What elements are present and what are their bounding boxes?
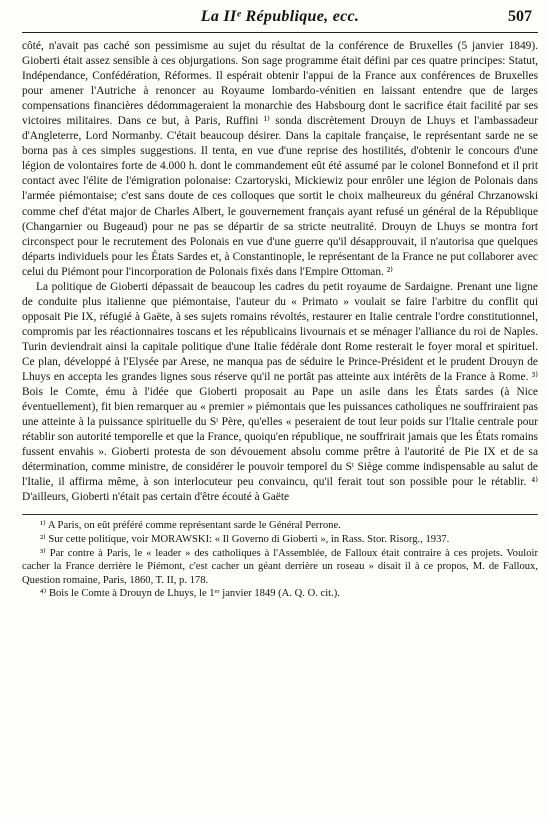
page-number: 507 <box>508 8 532 25</box>
page-header <box>22 6 538 33</box>
paragraph: côté, n'avait pas caché son pessimisme au sujet du résultat de la conférence de Bruxelles (5 janvier 1849). Gioberti était assez sensible à ces objurgations. Son sage programme était défini par ces quatre principes: Statut, Indépendance, Confédération, Réformes. Il espérait obtenir l'appui de la France aux conférences de Bruxelles pour amener l'Autriche à renoncer au Royaume lombardo-vénitien en laissant entendre que de larges compensations financières dédommageraient la monarchie des Habsbourg dont le sacrifice était facilité par ses victoires militaires. Dans ce but, à Paris, Ruffini ¹⁾ sonda discrètement Drouyn de Lhuys et l'ambassadeur d'Angleterre, Lord Normanby. C'était beaucoup désirer. Dans la capitale française, le représentant sarde ne se borna pas à ces simples suggestions. Il tenta, en vue d'une reprise des hostilités, d'obtenir le concours d'une légion de volontaires forte de 4.000 h. dont le commandement eût été assumé par le colonel Bonnefond et il prit contact avec l'élite de l'émigration polonaise: Czartoryski, Mickiewiz pour enrôler une légion de Polonais dans l'armée piémontaise; c'est sans doute de ces colloques que sortit le choix malheureux du général Chrzanowski comme chef d'état major de Charles Albert, le gouvernement français ayant refusé un général de la République (Changarnier ou Bugeaud) pour ne pas se départir de sa stricte neutralité. Drouyn de Lhuys se montra fort circonspect pour le recrutement des Polonais en vue d'une guerre qu'il désapprouvait, il n'autorisa que quelques départs individuels pour les États Sardes et, à Constantinople, le représentant de la France ne put collaborer avec celui du Piémont pour l'incorporation de Polonais fixés dans l'Empire Ottoman. ²⁾ <box>22 40 538 278</box>
footnote-1: ¹⁾ A Paris, on eût préféré comme représentant sarde le Général Perrone. <box>40 520 341 532</box>
footnotes <box>22 514 538 601</box>
footnote-3: ³⁾ Par contre à Paris, le « leader » des catholiques à l'Assemblée, de Falloux était contraire à ces projets. Vouloir cacher la France derrière le Piémont, c'est cacher un géant derrière un roseau » disait il à ce propos, M. de Falloux, Question romaine, Paris, 1860, T. II, p. 178. <box>22 547 538 586</box>
paragraph: La politique de Gioberti dépassait de beaucoup les cadres du petit royaume de Sardaigne. Prenant une ligne de conduite plus italienne que piémontaise, l'auteur du « Primato » voulait se faire l'arbitre du conflit qui opposait Pie IX, réfugié à Gaëte, à ses sujets romains révoltés, restaurer en Italie centrale l'ordre constitutionnel, compromis par les réactionnaires toscans et les républicains livournais et se ménager l'alliance du roi de Naples. Turin deviendrait ainsi la capitale politique d'une Italie fédérale dont Rome resterait le foyer moral et spirituel. Ce plan, développé à l'Elysée par Arese, ne manqua pas de séduire le Prince-Président et le prudent Drouyn de Lhuys en accepta les grandes lignes sous réserve qu'il ne portât pas atteinte aux intérêts de la France à Rome. ³⁾ Bois le Comte, ému à l'idée que Gioberti proposait au Pape un asile dans les États sardes (à Nice éventuellement), fit bien remarquer au « premier » piémontais que les puissances catholiques ne souffriraient pas une atteinte à la puissance spirituelle du Sᵗ Père, qu'elles « peseraient de tout leur poids sur l'Italie centrale pour rétablir son autorité temporelle et que la France, quoiqu'en république, ne souffrirait jamais que les États romains fussent envahis ». Gioberti protesta de son dévouement absolu comme prêtre à l'autorité de Pie IX et de sa détermination, comme ministre, de considérer le pouvoir temporel du Sᵗ Siège comme indispensable au salut de l'Italie, il affirma même, à son interlocuteur peu convaincu, qu'il ferait tout son possible pour le rétablir. ⁴⁾ D'ailleurs, Gioberti n'était pas certain d'être écouté à Gaëte <box>22 280 538 504</box>
running-title: La IIᵉ République, ecc. <box>200 8 360 25</box>
footnote-2: ²⁾ Sur cette politique, voir MORAWSKI: « Il Governo di Gioberti », in Rass. Stor. Risorg., 1937. <box>40 534 450 546</box>
book-page <box>22 6 538 601</box>
footnote-4: ⁴⁾ Bois le Comte à Drouyn de Lhuys, le 1ᵉʳ janvier 1849 (A. Q. O. cit.). <box>40 588 340 600</box>
body-text <box>22 39 538 505</box>
